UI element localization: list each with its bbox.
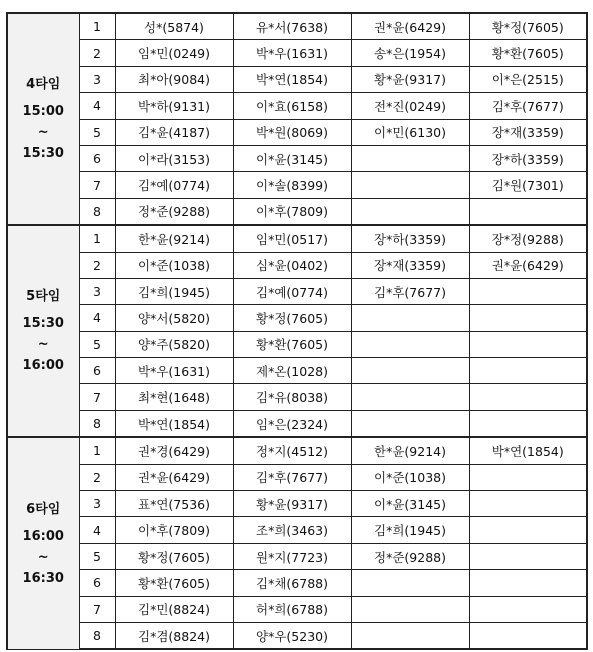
participant-cell: 이*준(1038) xyxy=(351,464,469,490)
participant-cell xyxy=(469,358,587,384)
participant-cell: 조*희(3463) xyxy=(233,517,351,543)
slot-number-cell: 4 xyxy=(79,93,115,119)
participant-cell: 이*민(6130) xyxy=(351,119,469,145)
participant-cell: 장*재(3359) xyxy=(351,252,469,278)
table-row xyxy=(7,278,587,304)
participant-cell xyxy=(351,410,469,437)
participant-cell: 최*아(9084) xyxy=(115,66,233,92)
participant-cell: 박*연(1854) xyxy=(469,437,587,464)
participant-cell xyxy=(351,596,469,622)
participant-cell: 이*준(1038) xyxy=(115,252,233,278)
time-slot-separator: ~ xyxy=(37,337,49,353)
participant-cell: 최*현(1648) xyxy=(115,384,233,410)
time-slot-cell xyxy=(7,13,79,225)
slot-number-cell: 5 xyxy=(79,331,115,357)
participant-cell: 임*민(0517) xyxy=(233,225,351,252)
schedule-wrapper xyxy=(6,12,588,650)
participant-cell xyxy=(469,384,587,410)
participant-cell: 황*환(7605) xyxy=(233,331,351,357)
time-slot-end: 16:00 xyxy=(22,358,64,374)
participant-cell: 황*정(7605) xyxy=(115,543,233,569)
participant-cell: 김*후(7677) xyxy=(233,464,351,490)
participant-cell: 한*윤(9214) xyxy=(115,225,233,252)
participant-cell: 장*재(3359) xyxy=(469,119,587,145)
table-row xyxy=(7,93,587,119)
participant-cell: 이*후(7809) xyxy=(233,198,351,225)
participant-cell: 박*원(8069) xyxy=(233,119,351,145)
slot-number-cell: 8 xyxy=(79,622,115,649)
slot-number-cell: 1 xyxy=(79,437,115,464)
slot-number-cell: 6 xyxy=(79,145,115,171)
participant-cell: 허*희(6788) xyxy=(233,596,351,622)
participant-cell: 원*지(7723) xyxy=(233,543,351,569)
participant-cell xyxy=(469,278,587,304)
participant-cell: 심*윤(0402) xyxy=(233,252,351,278)
participant-cell: 박*연(1854) xyxy=(115,410,233,437)
participant-cell xyxy=(351,384,469,410)
participant-cell: 황*환(7605) xyxy=(469,40,587,66)
participant-cell: 이*솔(8399) xyxy=(233,172,351,198)
slot-number-cell: 4 xyxy=(79,517,115,543)
slot-number-cell: 5 xyxy=(79,543,115,569)
participant-cell: 성*(5874) xyxy=(115,13,233,40)
participant-cell xyxy=(351,145,469,171)
table-row xyxy=(7,622,587,649)
participant-cell xyxy=(469,410,587,437)
participant-cell: 정*준(9288) xyxy=(351,543,469,569)
time-slot-end: 15:30 xyxy=(22,146,64,162)
slot-number-cell: 1 xyxy=(79,225,115,252)
participant-cell: 장*정(9288) xyxy=(469,225,587,252)
participant-cell: 황*정(7605) xyxy=(469,13,587,40)
table-row xyxy=(7,570,587,596)
participant-cell: 정*지(4512) xyxy=(233,437,351,464)
participant-cell: 양*우(5230) xyxy=(233,622,351,649)
time-slot-separator: ~ xyxy=(37,125,49,141)
table-row xyxy=(7,331,587,357)
table-row xyxy=(7,596,587,622)
participant-cell: 박*우(1631) xyxy=(115,358,233,384)
slot-number-cell: 1 xyxy=(79,13,115,40)
participant-cell: 장*하(3359) xyxy=(469,145,587,171)
slot-number-cell: 7 xyxy=(79,172,115,198)
participant-cell: 황*윤(9317) xyxy=(351,66,469,92)
time-slot-label: 6타임 xyxy=(26,501,61,517)
participant-cell: 권*윤(6429) xyxy=(115,464,233,490)
schedule-body xyxy=(7,13,587,649)
participant-cell: 이*라(3153) xyxy=(115,145,233,171)
participant-cell xyxy=(469,305,587,331)
participant-cell: 박*하(9131) xyxy=(115,93,233,119)
participant-cell: 임*은(2324) xyxy=(233,410,351,437)
table-row xyxy=(7,13,587,40)
participant-cell: 황*환(7605) xyxy=(115,570,233,596)
table-row xyxy=(7,491,587,517)
slot-number-cell: 2 xyxy=(79,464,115,490)
participant-cell: 양*서(5820) xyxy=(115,305,233,331)
table-row xyxy=(7,464,587,490)
participant-cell xyxy=(469,464,587,490)
participant-cell xyxy=(469,622,587,649)
participant-cell: 전*진(0249) xyxy=(351,93,469,119)
participant-cell: 양*주(5820) xyxy=(115,331,233,357)
participant-cell: 이*후(7809) xyxy=(115,517,233,543)
table-row xyxy=(7,384,587,410)
participant-cell: 황*정(7605) xyxy=(233,305,351,331)
participant-cell: 김*원(7301) xyxy=(469,172,587,198)
table-row xyxy=(7,40,587,66)
participant-cell xyxy=(351,331,469,357)
table-row xyxy=(7,66,587,92)
table-row xyxy=(7,172,587,198)
time-slot-end: 16:30 xyxy=(22,570,64,586)
participant-cell xyxy=(469,198,587,225)
slot-number-cell: 8 xyxy=(79,410,115,437)
participant-cell: 김*겸(8824) xyxy=(115,622,233,649)
participant-cell: 이*윤(3145) xyxy=(351,491,469,517)
participant-cell xyxy=(351,198,469,225)
participant-cell: 김*채(6788) xyxy=(233,570,351,596)
participant-cell: 김*후(7677) xyxy=(469,93,587,119)
slot-number-cell: 3 xyxy=(79,66,115,92)
table-row xyxy=(7,437,587,464)
table-row xyxy=(7,119,587,145)
participant-cell: 김*유(8038) xyxy=(233,384,351,410)
slot-number-cell: 8 xyxy=(79,198,115,225)
time-slot-cell xyxy=(7,225,79,437)
table-row xyxy=(7,517,587,543)
slot-number-cell: 3 xyxy=(79,278,115,304)
participant-cell: 이*효(6158) xyxy=(233,93,351,119)
participant-cell: 이*윤(3145) xyxy=(233,145,351,171)
participant-cell: 김*희(1945) xyxy=(115,278,233,304)
participant-cell: 장*하(3359) xyxy=(351,225,469,252)
slot-number-cell: 2 xyxy=(79,252,115,278)
participant-cell: 김*후(7677) xyxy=(351,278,469,304)
time-slot-separator: ~ xyxy=(37,549,49,565)
slot-number-cell: 5 xyxy=(79,119,115,145)
participant-cell xyxy=(469,596,587,622)
participant-cell: 황*윤(9317) xyxy=(233,491,351,517)
participant-cell: 이*은(2515) xyxy=(469,66,587,92)
participant-cell xyxy=(469,331,587,357)
participant-cell: 김*민(8824) xyxy=(115,596,233,622)
participant-cell xyxy=(351,172,469,198)
participant-cell: 송*은(1954) xyxy=(351,40,469,66)
participant-cell: 유*서(7638) xyxy=(233,13,351,40)
participant-cell: 김*예(0774) xyxy=(115,172,233,198)
slot-number-cell: 7 xyxy=(79,596,115,622)
slot-number-cell: 3 xyxy=(79,491,115,517)
slot-number-cell: 7 xyxy=(79,384,115,410)
participant-cell xyxy=(351,358,469,384)
participant-cell xyxy=(351,622,469,649)
table-row xyxy=(7,358,587,384)
slot-number-cell: 4 xyxy=(79,305,115,331)
table-row xyxy=(7,198,587,225)
participant-cell xyxy=(469,570,587,596)
participant-cell xyxy=(469,491,587,517)
slot-number-cell: 2 xyxy=(79,40,115,66)
participant-cell: 권*경(6429) xyxy=(115,437,233,464)
participant-cell: 김*윤(4187) xyxy=(115,119,233,145)
slot-number-cell: 6 xyxy=(79,358,115,384)
participant-cell xyxy=(351,305,469,331)
participant-cell xyxy=(469,543,587,569)
time-slot-start: 15:00 xyxy=(22,104,64,120)
table-row xyxy=(7,410,587,437)
participant-cell: 권*윤(6429) xyxy=(469,252,587,278)
participant-cell: 제*온(1028) xyxy=(233,358,351,384)
participant-cell: 표*연(7536) xyxy=(115,491,233,517)
time-slot-cell xyxy=(7,437,79,649)
participant-cell: 권*윤(6429) xyxy=(351,13,469,40)
time-slot-label: 4타임 xyxy=(26,77,61,93)
slot-number-cell: 6 xyxy=(79,570,115,596)
table-row xyxy=(7,145,587,171)
table-row xyxy=(7,305,587,331)
table-row xyxy=(7,543,587,569)
participant-cell: 박*우(1631) xyxy=(233,40,351,66)
table-row xyxy=(7,225,587,252)
participant-cell: 한*윤(9214) xyxy=(351,437,469,464)
participant-cell xyxy=(469,517,587,543)
participant-cell: 김*희(1945) xyxy=(351,517,469,543)
time-slot-start: 15:30 xyxy=(22,316,64,332)
participant-cell: 김*예(0774) xyxy=(233,278,351,304)
participant-cell: 박*연(1854) xyxy=(233,66,351,92)
table-row xyxy=(7,252,587,278)
schedule-table xyxy=(6,12,588,650)
participant-cell: 정*준(9288) xyxy=(115,198,233,225)
time-slot-start: 16:00 xyxy=(22,528,64,544)
time-slot-label: 5타임 xyxy=(26,289,61,305)
participant-cell xyxy=(351,570,469,596)
participant-cell: 임*민(0249) xyxy=(115,40,233,66)
